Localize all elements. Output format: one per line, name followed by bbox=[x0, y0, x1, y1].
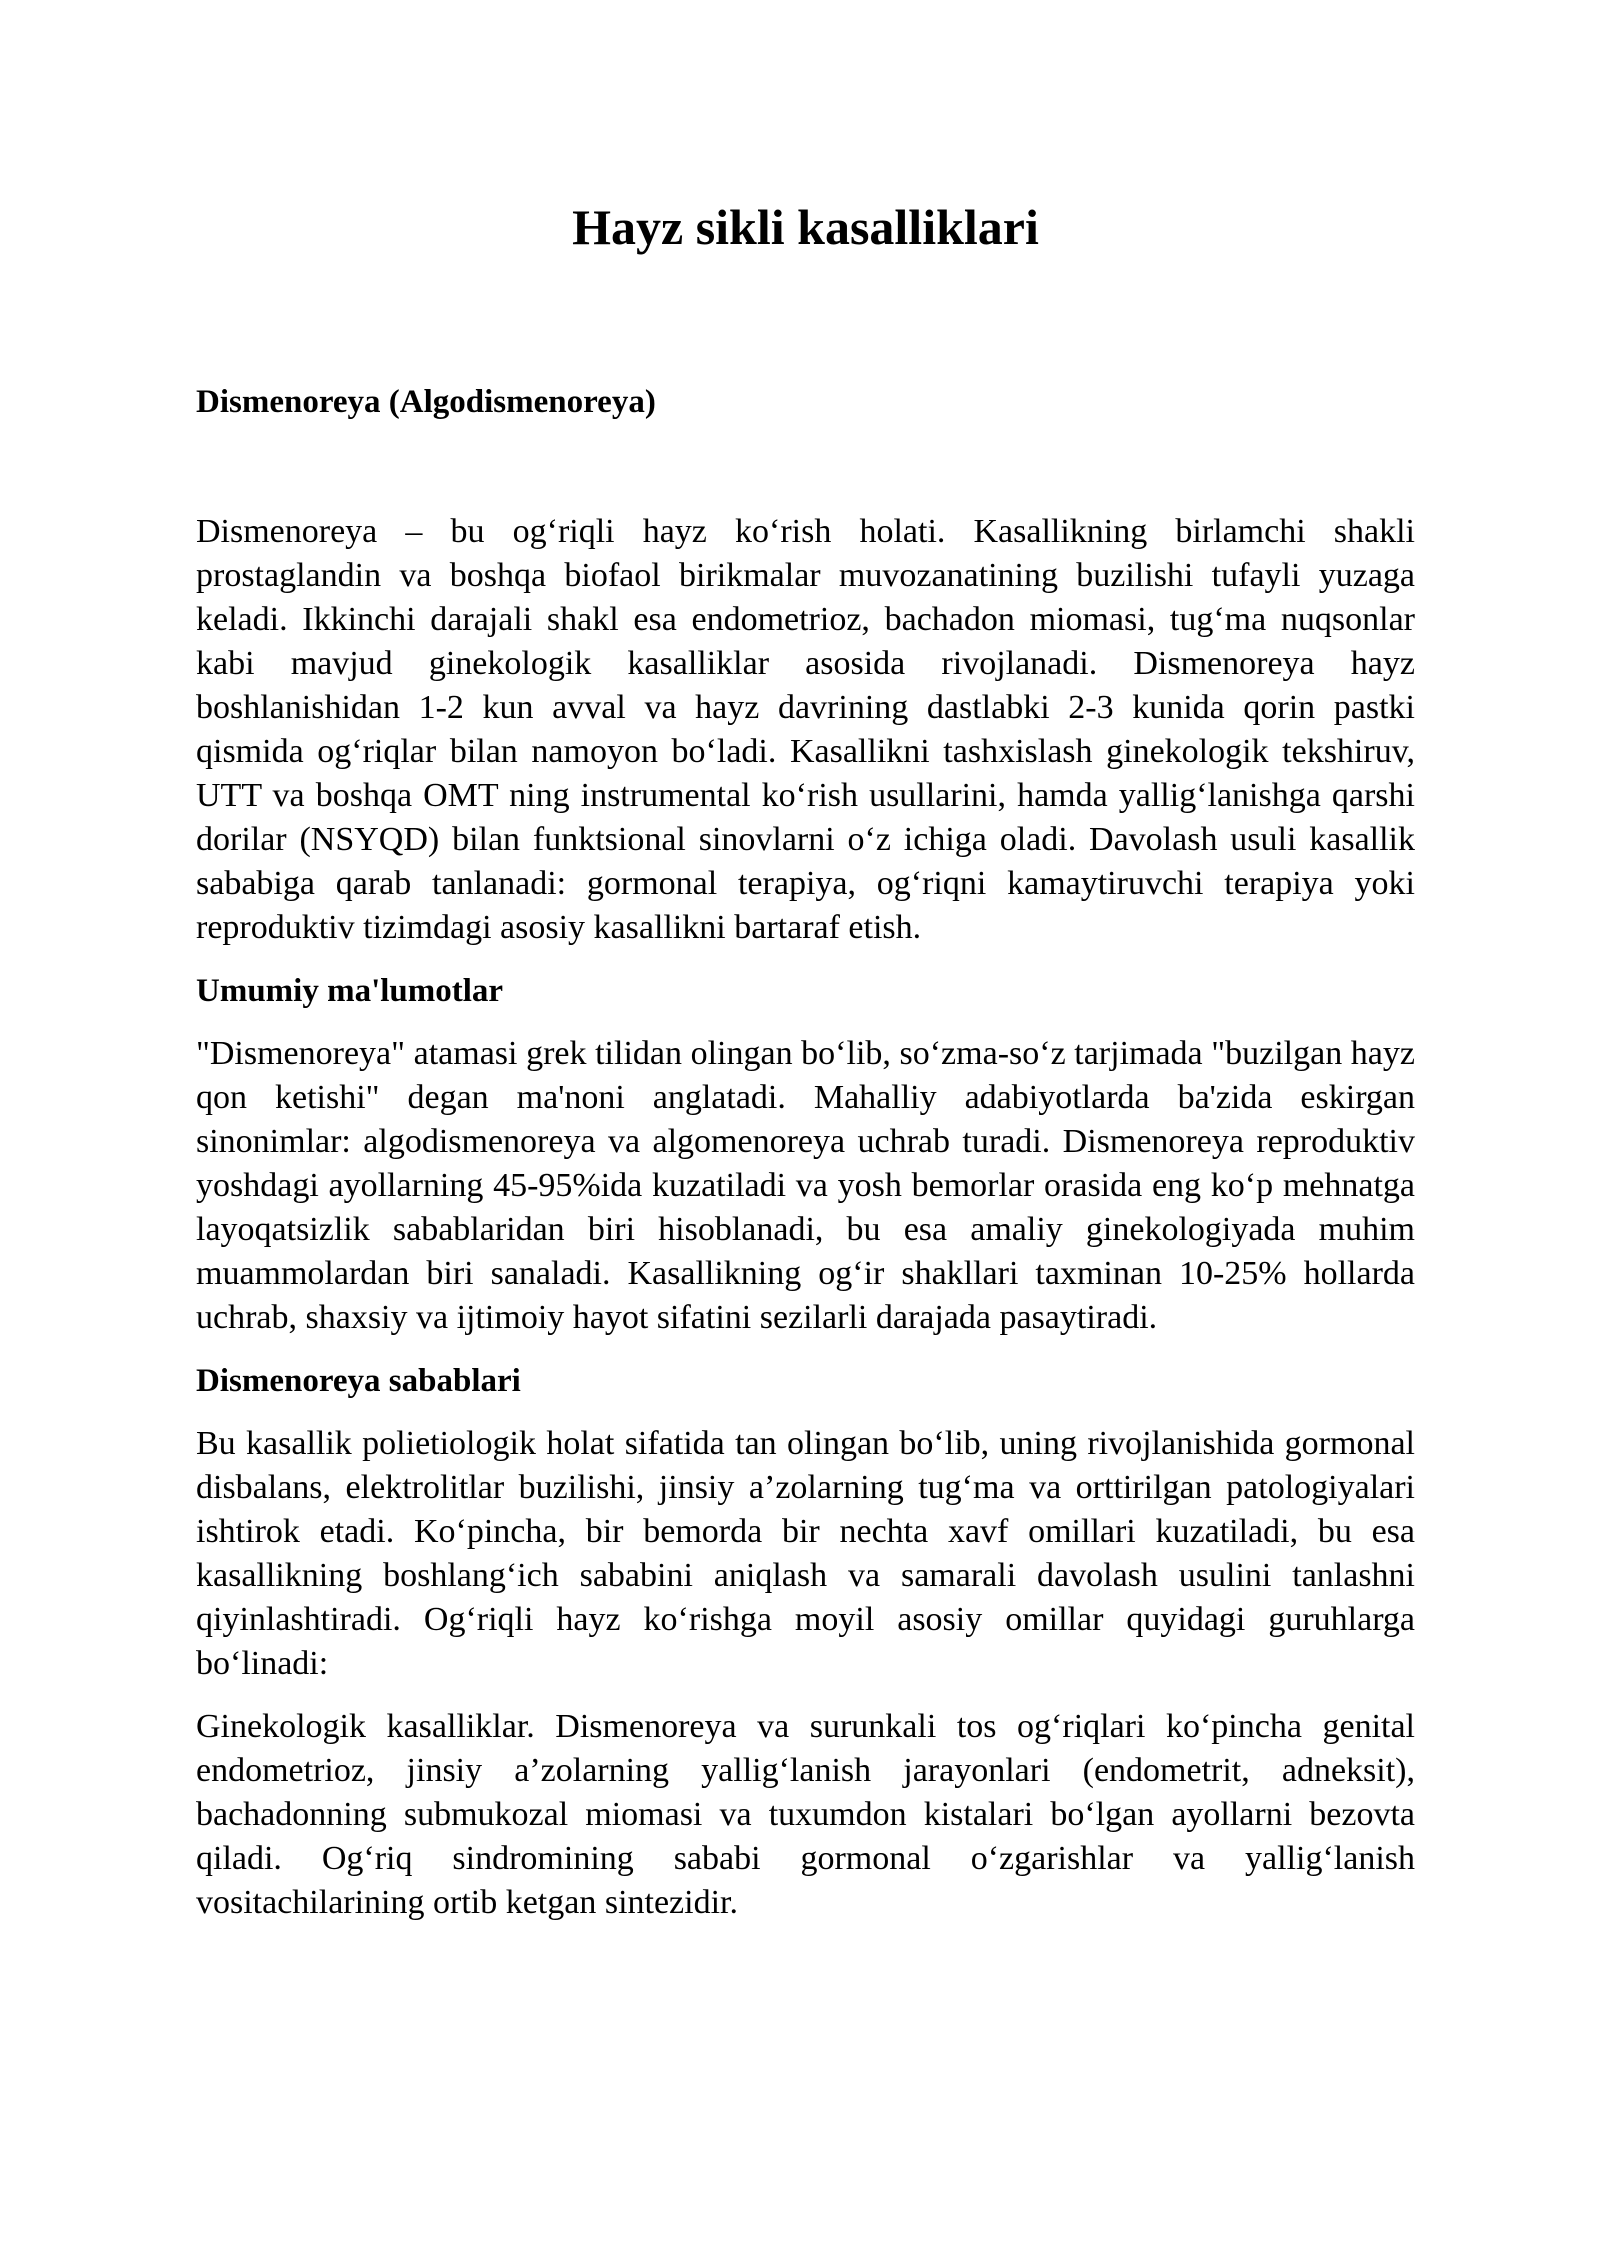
section-paragraph: Bu kasallik polietiologik holat sifatida tan olingan bo‘lib, uning rivojlanishida gormonal disbalans, elektrolitlar buzilishi, jinsiy a’zolarning tug‘ma va orttirilgan patologiyalari ishtirok etadi. Ko‘pincha, bir bemorda bir nechta xavf omillari kuzatiladi, bu esa kasallikning boshlang‘ich sababini aniqlash va samarali davolash usulini tanlashni qiyinlashtiradi. Og‘riqli hayz ko‘rishga moyil asosiy omillar quyidagi guruhlarga bo‘linadi: bbox=[196, 1425, 1415, 1682]
document-subtitle: Dismenoreya (Algodismenoreya) bbox=[196, 384, 656, 420]
intro-paragraph: Dismenoreya – bu og‘riqli hayz ko‘rish holati. Kasallikning birlamchi shakli prostaglandin va boshqa biofaol birikmalar muvozanatining buzilishi tufayli yuzaga keladi. Ikkinchi darajali shakl esa endometrioz, bachadon miomasi, tug‘ma nuqsonlar kabi mavjud ginekologik kasalliklar asosida rivojlanadi. Dismenoreya hayz boshlanishidan 1-2 kun avval va hayz davrining dastlabki 2-3 kunida qorin pastki qismida og‘riqlar bilan namoyon bo‘ladi. Kasallikni tashxislash ginekologik tekshiruv, UTT va boshqa OMT ning instrumental ko‘rish usullarini, hamda yallig‘lanishga qarshi dorilar (NSYQD) bilan funktsional sinovlarni o‘z ichiga oladi. Davolash usuli kasallik sababiga qarab tanlanadi: gormonal terapiya, og‘riqni kamaytiruvchi terapiya yoki reproduktiv tizimdagi asosiy kasallikni bartaraf etish. bbox=[196, 513, 1415, 946]
section-heading-general-info: Umumiy ma'lumotlar bbox=[196, 973, 504, 1009]
section-heading-causes: Dismenoreya sabablari bbox=[196, 1363, 521, 1399]
document-title: Hayz sikli kasalliklari bbox=[572, 199, 1039, 255]
section-paragraph: "Dismenoreya" atamasi grek tilidan olingan bo‘lib, so‘zma-so‘z tarjimada "buzilgan hayz qon ketishi" degan ma'noni anglatadi. Mahalliy adabiyotlarda ba'zida eskirgan sinonimlar: algodismenoreya va algomenoreya uchrab turadi. Dismenoreya reproduktiv yoshdagi ayollarning 45-95%ida kuzatiladi va yosh bemorlar orasida eng ko‘p mehnatga layoqatsizlik sabablaridan biri hisoblanadi, bu esa amaliy ginekologiyada muhim muammolardan biri sanaladi. Kasallikning og‘ir shakllari taxminan 10-25% hollarda uchrab, shaxsiy va ijtimoiy hayot sifatini sezilarli darajada pasaytiradi. bbox=[196, 1035, 1415, 1336]
section-paragraph: Ginekologik kasalliklar. Dismenoreya va surunkali tos og‘riqlari ko‘pincha genital endometrioz, jinsiy a’zolarning yallig‘lanish jarayonlari (endometrit, adneksit), bachadonning submukozal miomasi va tuxumdon kistalari bo‘lgan ayollarni bezovta qiladi. Og‘riq sindromining sababi gormonal o‘zgarishlar va yallig‘lanish vositachilarining ortib ketgan sintezidir. bbox=[196, 1708, 1415, 1921]
document-body bbox=[196, 510, 1415, 1944]
